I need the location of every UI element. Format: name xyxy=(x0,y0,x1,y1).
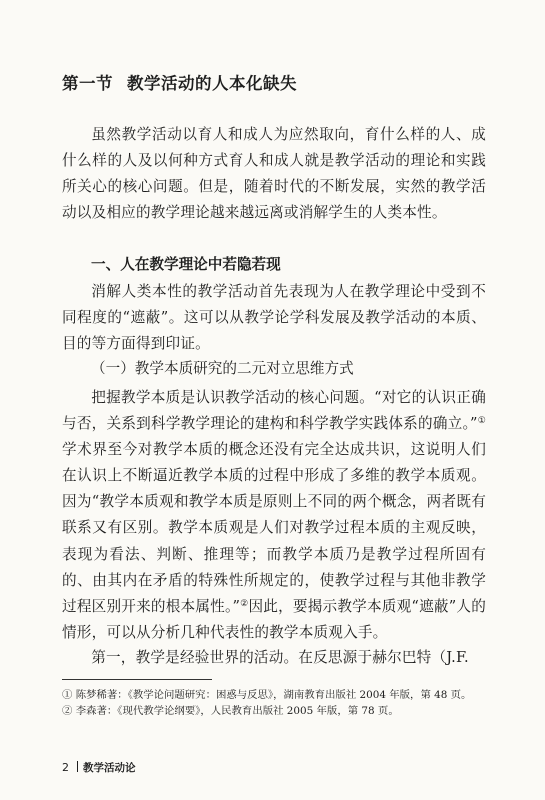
footnote-2: ② 李森著：《现代教学论纲要》，人民教育出版社 2005 年版，第 78 页。 xyxy=(62,705,399,717)
page-footer xyxy=(62,760,136,775)
section-heading: 教学活动的人本化缺失 xyxy=(127,74,297,93)
paragraph-3-part-c: 因此，要揭示教学本质观“遮蔽”人的情形，可以从分析几种代表性的教学本质观入手。 xyxy=(62,597,486,641)
subheading-1: 一、人在教学理论中若隐若现 xyxy=(91,256,281,273)
footer-separator xyxy=(77,761,78,772)
footnote-ref-2[interactable]: ② xyxy=(240,598,249,609)
running-title: 教学活动论 xyxy=(83,762,136,774)
section-number: 第一节 xyxy=(62,74,113,93)
paragraph-4: 第一，教学是经验世界的活动。在反思源于赫尔巴特（J.F. xyxy=(91,649,469,666)
footnote-1: ① 陈梦稀著：《教学论问题研究：困惑与反思》，湖南教育出版社 2004 年版，第 48 页。 xyxy=(62,689,472,701)
paragraph-3 xyxy=(62,385,486,646)
footnote-ref-1[interactable]: ① xyxy=(477,416,486,427)
paragraph-3-part-a: 把握教学本质是认识教学活动的核心问题。“对它的认识正确与否，关系到科学教学理论的建构和科学教学实践体系的确立。” xyxy=(62,389,486,433)
intro-paragraph: 虽然教学活动以育人和成人为应然取向，育什么样的人、成什么样的人及以何种方式育人和成人就是教学活动的理论和实践所关心的核心问题。但是，随着时代的不断发展，实然的教学活动以及相应的教学理论越来越远离或消解学生的人类本性。 xyxy=(62,126,486,222)
paragraph-2: 消解人类本性的教学活动首先表现为人在教学理论中受到不同程度的“遮蔽”。这可以从教学论学科发展及教学活动的本质、目的等方面得到印证。 xyxy=(62,283,486,353)
page-number: 2 xyxy=(62,761,69,774)
subheading-2: （一）教学本质研究的二元对立思维方式 xyxy=(91,360,354,377)
section-title xyxy=(62,70,297,94)
paragraph-3-part-b: 学术界至今对教学本质的概念还没有完全达成共识，这说明人们在认识上不断逼近教学本质的过程中形成了多维的教学本质观。因为“教学本质观和教学本质是原则上不同的两个概念，两者既有联系又有区别。教学本质观是人们对教学过程本质的主观反映，表现为看法、判断、推理等；而教学本质乃是教学过程所固有的、由其内在矛盾的特殊性所规定的，使教学过程与其他非教学过程区别开来的根本属性。” xyxy=(62,441,486,615)
footnote-divider xyxy=(62,679,212,680)
